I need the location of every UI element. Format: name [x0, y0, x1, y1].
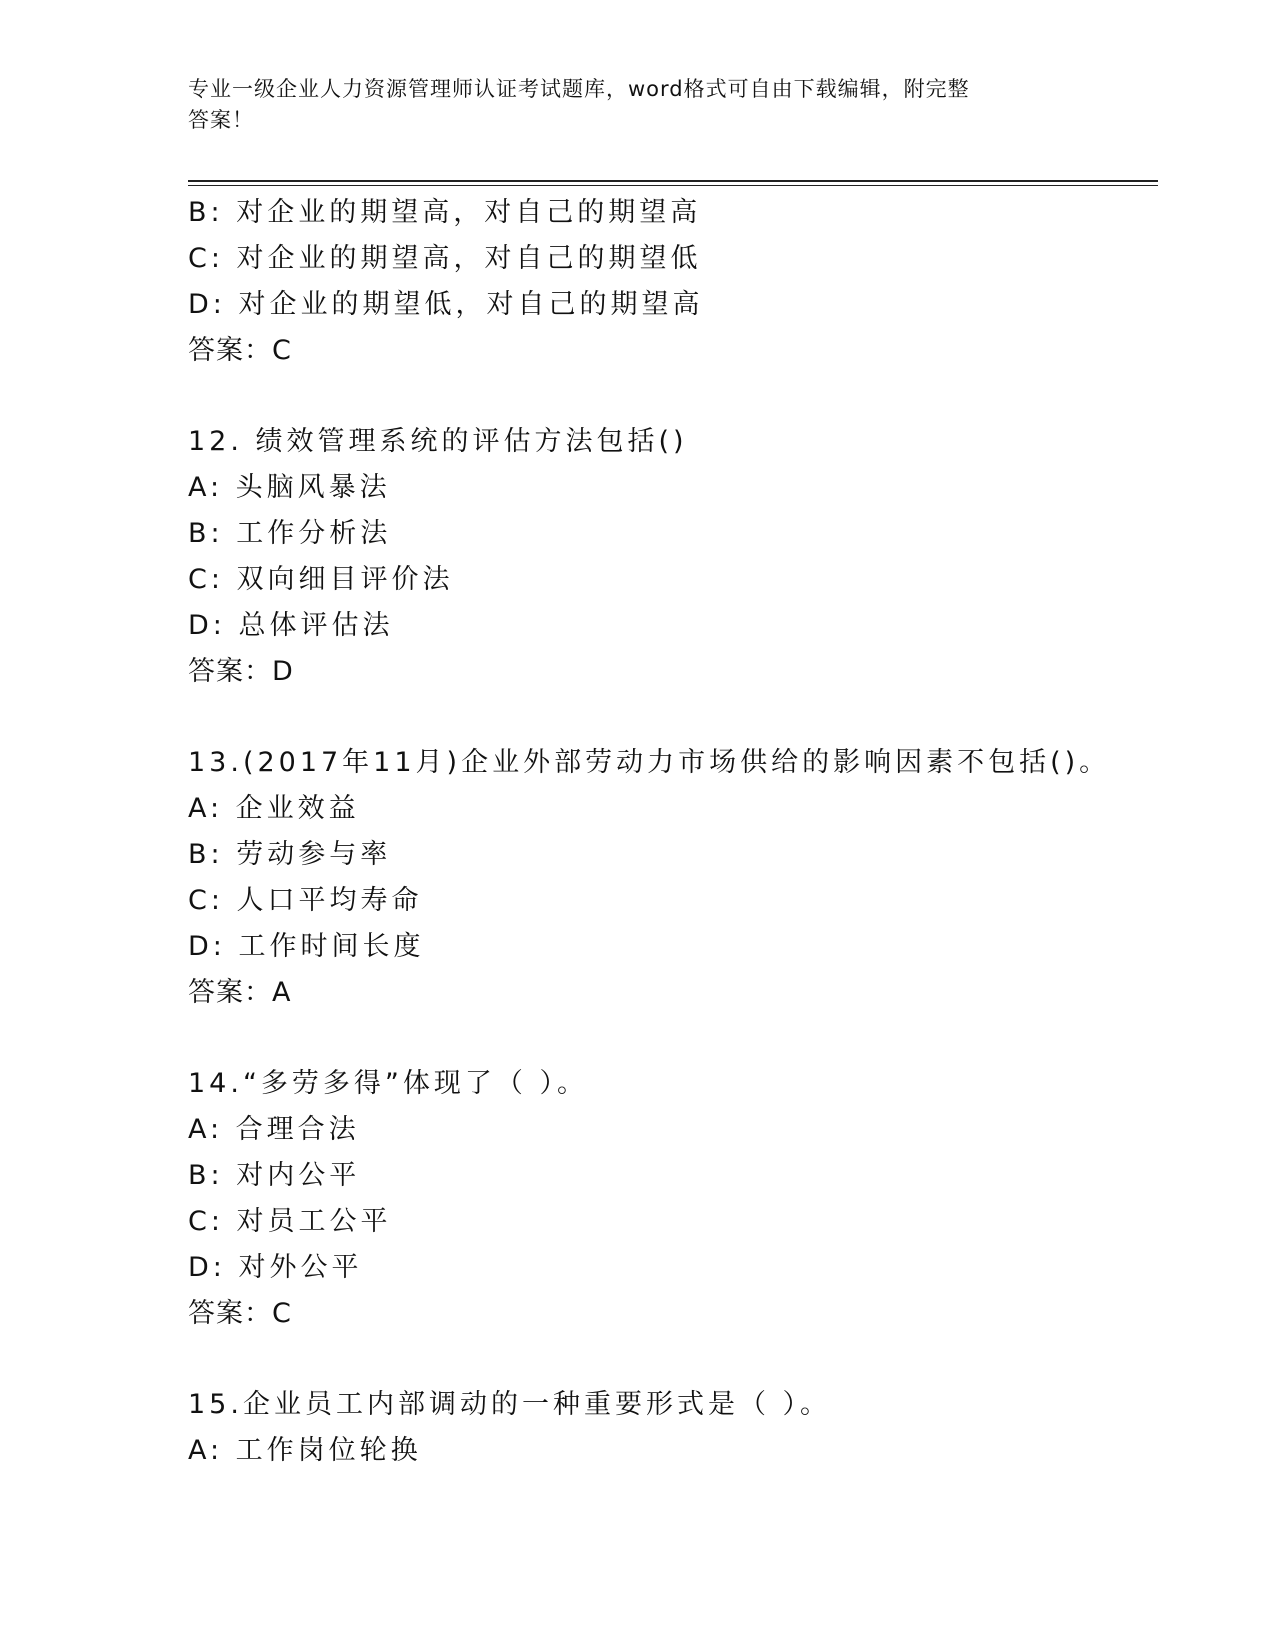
header-divider-thick: [188, 180, 1158, 182]
option-c: C: 对员工公平: [188, 1206, 392, 1237]
answer: 答案：A: [188, 977, 292, 1008]
option-d: D: 总体评估法: [188, 610, 394, 641]
option-b: B: 工作分析法: [188, 518, 392, 549]
question-stem: 13.(2017年11月)企业外部劳动力市场供给的影响因素不包括()。: [188, 747, 1111, 778]
header-line-1: 专业一级企业人力资源管理师认证考试题库，word格式可自由下载编辑，附完整: [188, 77, 970, 101]
option-c: C: 对企业的期望高，对自己的期望低: [188, 243, 702, 274]
option-c: C: 双向细目评价法: [188, 564, 454, 595]
question-14: [188, 1061, 1168, 1337]
option-c: C: 人口平均寿命: [188, 885, 423, 916]
answer: 答案：C: [188, 335, 292, 366]
option-b: B: 对内公平: [188, 1160, 361, 1191]
option-d: D: 对企业的期望低，对自己的期望高: [188, 289, 704, 320]
question-12: [188, 419, 1168, 695]
answer: 答案：D: [188, 656, 294, 687]
question-15: [188, 1382, 1168, 1474]
question-11-continued: [188, 190, 1168, 374]
option-d: D: 工作时间长度: [188, 931, 425, 962]
question-stem: 15.企业员工内部调动的一种重要形式是（ ）。: [188, 1389, 832, 1420]
question-stem: 14.“多劳多得”体现了（ ）。: [188, 1068, 588, 1099]
document-header: [188, 74, 1068, 136]
option-a: A: 头脑风暴法: [188, 472, 391, 503]
option-a: A: 企业效益: [188, 793, 360, 824]
option-a: A: 工作岗位轮换: [188, 1435, 422, 1466]
header-line-2: 答案！: [188, 108, 254, 132]
question-stem: 12. 绩效管理系统的评估方法包括(): [188, 426, 688, 457]
option-a: A: 合理合法: [188, 1114, 360, 1145]
header-divider-thin: [188, 185, 1158, 186]
question-list: [188, 190, 1168, 1474]
option-d: D: 对外公平: [188, 1252, 363, 1283]
question-13: [188, 740, 1168, 1016]
option-b: B: 对企业的期望高，对自己的期望高: [188, 197, 702, 228]
option-b: B: 劳动参与率: [188, 839, 392, 870]
answer: 答案：C: [188, 1298, 292, 1329]
